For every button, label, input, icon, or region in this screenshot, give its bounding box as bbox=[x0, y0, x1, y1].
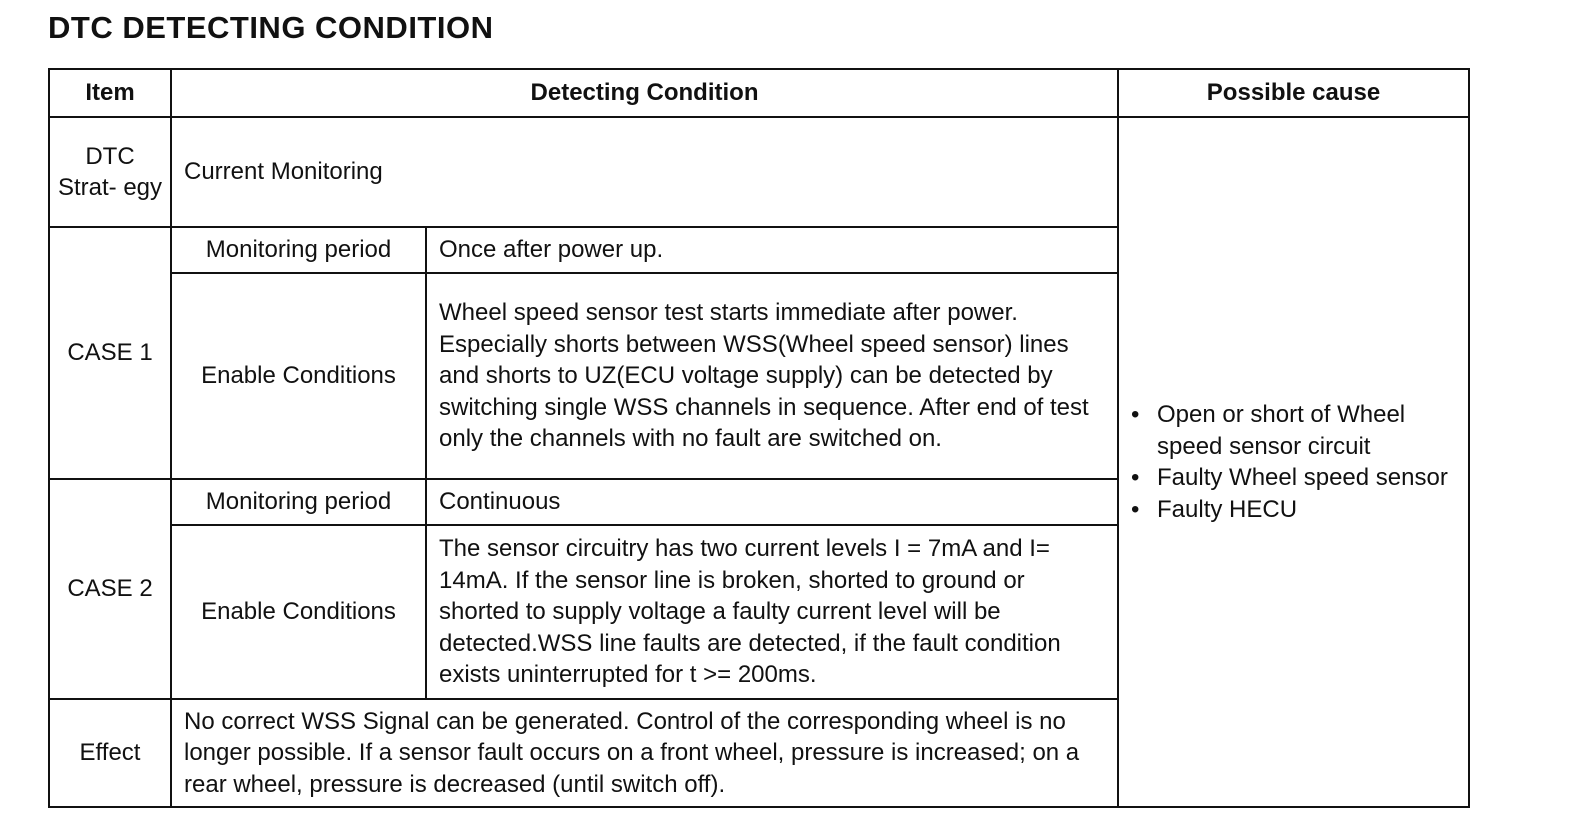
effect-value: No correct WSS Signal can be generated. Control of the corresponding wheel is no longer possible. If a sensor fault occurs on a front wheel, pressure is increased; on a rear wheel, pressure is decreased (until switch off). bbox=[171, 699, 1118, 807]
page-title: DTC DETECTING CONDITION bbox=[48, 10, 494, 45]
case2-monitoring-value: Continuous bbox=[426, 479, 1118, 525]
case1-monitoring-value: Once after power up. bbox=[426, 227, 1118, 273]
possible-cause-cell bbox=[1118, 117, 1469, 807]
header-possible-cause: Possible cause bbox=[1118, 69, 1469, 117]
effect-item: Effect bbox=[49, 699, 171, 807]
case2-item: CASE 2 bbox=[49, 479, 171, 699]
case1-enable-value: Wheel speed sensor test starts immediate after power. Especially shorts between WSS(Wheel speed sensor) lines and shorts to UZ(ECU voltage supply) can be detected by switching single WSS channels in sequence. After end of test only the channels with no fault are switched on. bbox=[426, 273, 1118, 479]
case2-enable-value: The sensor circuitry has two current levels I = 7mA and I= 14mA. If the sensor line is broken, shorted to ground or shorted to supply voltage a faulty current level will be detected.WSS line faults are detected, if the fault condition exists uninterrupted for t >= 200ms. bbox=[426, 525, 1118, 699]
header-row bbox=[49, 69, 1469, 117]
case2-enable-label: Enable Conditions bbox=[171, 525, 426, 699]
list-item: • Faulty Wheel speed sensor bbox=[1131, 462, 1456, 494]
case1-enable-label: Enable Conditions bbox=[171, 273, 426, 479]
table-row bbox=[49, 117, 1469, 227]
strategy-item: DTC Strat- egy bbox=[49, 117, 171, 227]
dtc-condition-table bbox=[48, 68, 1470, 808]
list-item: • Open or short of Wheel speed sensor circuit bbox=[1131, 399, 1456, 462]
possible-cause-list bbox=[1131, 399, 1456, 525]
case1-item: CASE 1 bbox=[49, 227, 171, 479]
case1-monitoring-label: Monitoring period bbox=[171, 227, 426, 273]
strategy-value: Current Monitoring bbox=[171, 117, 1118, 227]
list-item: • Faulty HECU bbox=[1131, 494, 1456, 526]
case2-monitoring-label: Monitoring period bbox=[171, 479, 426, 525]
header-detecting-condition: Detecting Condition bbox=[171, 69, 1118, 117]
header-item: Item bbox=[49, 69, 171, 117]
